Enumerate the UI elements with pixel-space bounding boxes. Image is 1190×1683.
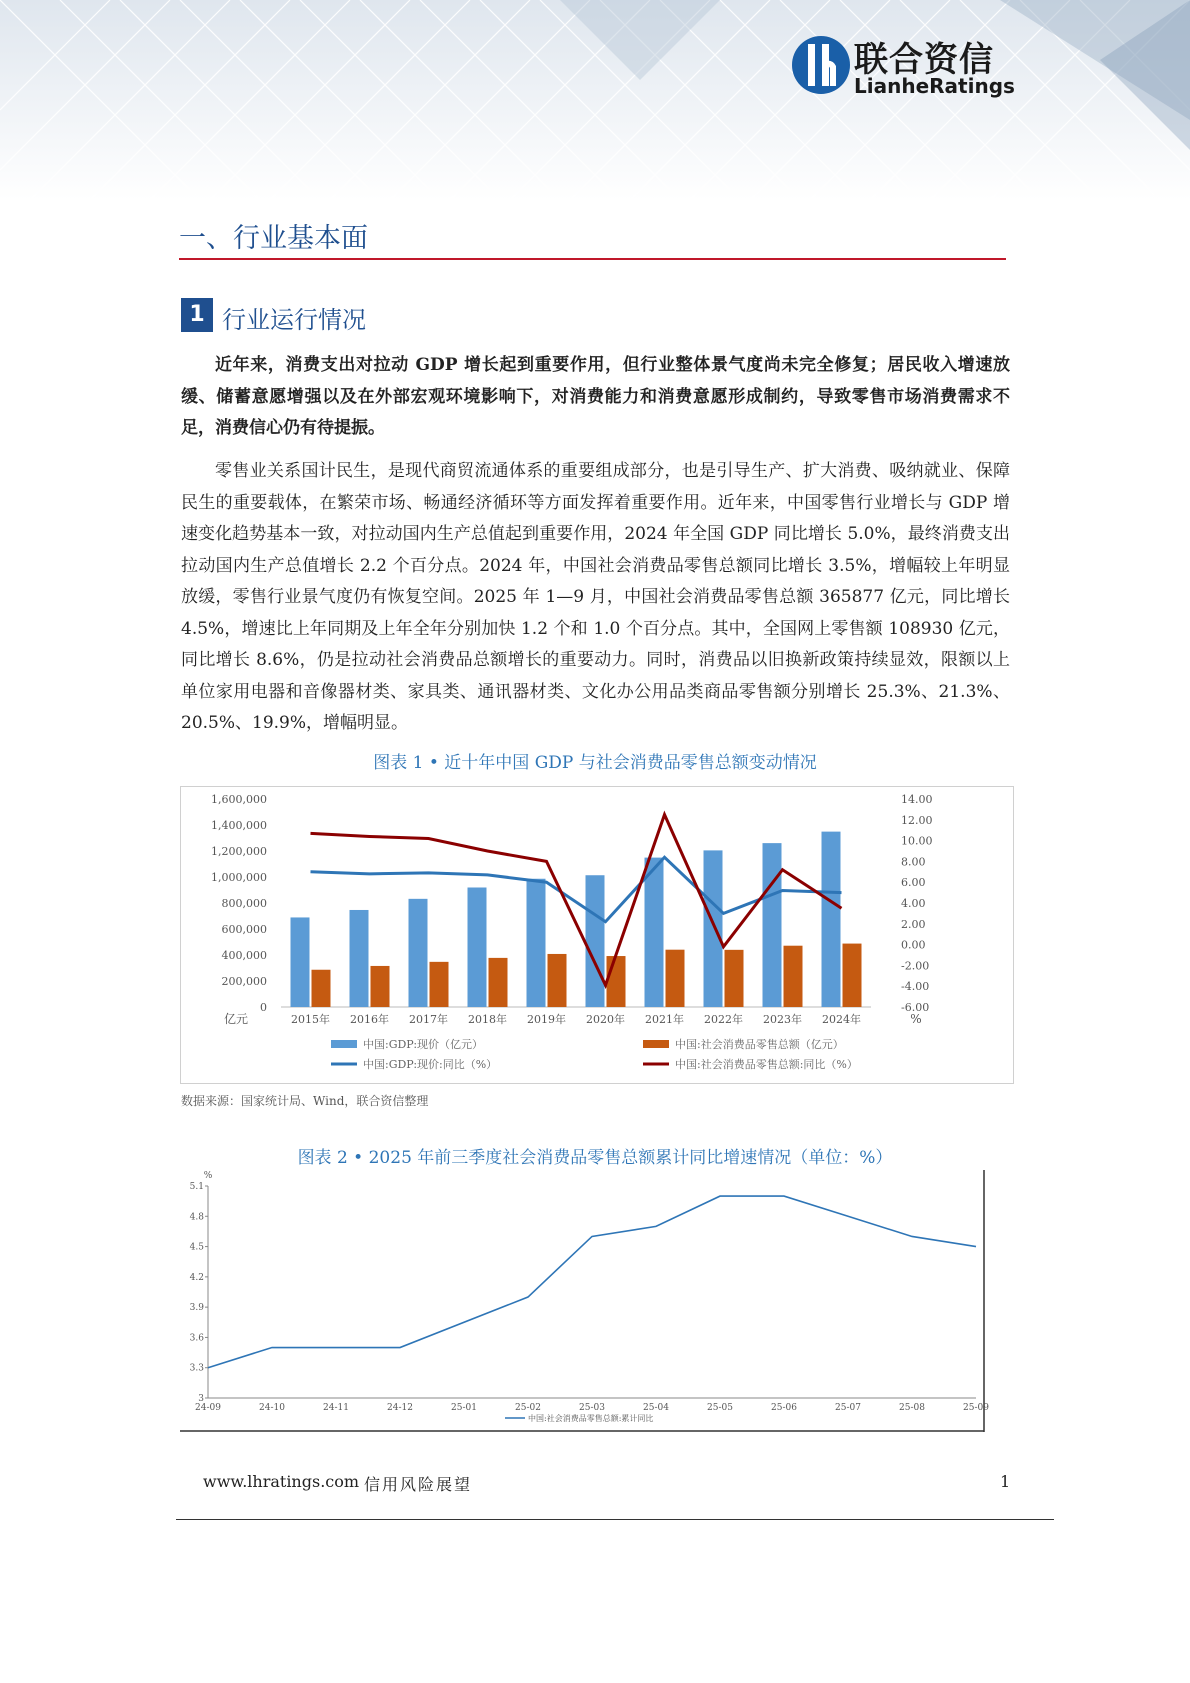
x-tick-label: 2023年 xyxy=(763,1013,802,1026)
subsection-title: 行业运行情况 xyxy=(222,306,366,334)
retail-bar xyxy=(666,950,685,1007)
legend-retail-bar-swatch xyxy=(643,1040,669,1048)
y-left-tick-label: 1,000,000 xyxy=(211,871,267,884)
x-tick-label: 2016年 xyxy=(350,1013,389,1026)
retail-cumulative-yoy-line xyxy=(208,1196,976,1368)
x-tick-label: 2024年 xyxy=(822,1013,861,1026)
x-tick-label: 2015年 xyxy=(291,1013,330,1026)
gdp-bar xyxy=(350,910,369,1007)
footer-divider xyxy=(176,1519,1054,1520)
x-tick-label: 25-09 xyxy=(963,1403,989,1413)
x-tick-label: 25-01 xyxy=(451,1403,477,1413)
section-title: 一、行业基本面 xyxy=(179,223,368,254)
y-left-tick-label: 1,400,000 xyxy=(211,819,267,832)
y-tick-label: 3.9 xyxy=(189,1303,204,1314)
retail-bar xyxy=(843,944,862,1007)
footer-url[interactable]: www.lhratings.com xyxy=(203,1472,360,1491)
x-tick-label: 24-09 xyxy=(195,1403,221,1413)
footer-tagline: 信用风险展望 xyxy=(364,1475,473,1494)
legend-gdp-yoy-label: 中国:GDP:现价:同比（%） xyxy=(363,1058,498,1071)
retail-bar xyxy=(548,954,567,1007)
figure2-chart xyxy=(180,1170,1010,1432)
brand-name-en: LianheRatings xyxy=(854,74,1015,98)
x-tick-label: 25-04 xyxy=(643,1403,669,1413)
gdp-bar xyxy=(645,858,664,1007)
gdp-bar xyxy=(822,832,841,1007)
y-tick-label: 4.2 xyxy=(189,1272,204,1283)
y-right-tick-label: -2.00 xyxy=(901,959,930,973)
gdp-yoy-line xyxy=(311,857,842,921)
y-left-tick-label: 0 xyxy=(260,1001,267,1014)
x-tick-label: 2018年 xyxy=(468,1013,507,1026)
y-tick-label: 3.6 xyxy=(189,1333,204,1344)
y-tick-label: 3.3 xyxy=(189,1363,204,1374)
legend-retail-bar-label: 中国:社会消费品零售总额（亿元） xyxy=(675,1038,844,1051)
figure1-title: 图表 1 • 近十年中国 GDP 与社会消费品零售总额变动情况 xyxy=(373,753,817,773)
legend-label: 中国:社会消费品零售总额:累计同比 xyxy=(528,1414,654,1423)
legend-retail-yoy-label: 中国:社会消费品零售总额:同比（%） xyxy=(675,1058,858,1071)
lianhe-logo-icon xyxy=(790,34,852,96)
y-right-tick-label: 8.00 xyxy=(901,855,926,869)
y-tick-label: 4.8 xyxy=(189,1212,204,1223)
x-tick-label: 25-05 xyxy=(707,1403,733,1413)
y-left-unit-label: 亿元 xyxy=(223,1012,249,1026)
x-tick-label: 25-02 xyxy=(515,1403,541,1413)
gdp-bar xyxy=(704,850,723,1007)
retail-bar xyxy=(430,962,449,1007)
y-right-tick-label: 6.00 xyxy=(901,876,926,890)
y-left-tick-label: 1,200,000 xyxy=(211,845,267,858)
y-tick-label: 5.1 xyxy=(189,1182,204,1192)
body-paragraph: 零售业关系国计民生，是现代商贸流通体系的重要组成部分，也是引导生产、扩大消费、吸纳就业、保障民生的重要载体，在繁荣市场、畅通经济循环等方面发挥着重要作用。近年来，中国零售行业增长与 GDP 增速变化趋势基本一致，对拉动国内生产总值起到重要作用，2024 年全国 GDP 同比增长 5.0%，最终消费支出拉动国内生产总值增长 2.2 个百分点。2024 年，中国社会消费品零售总额同比增长 3.5%，增幅较上年明显放缓，零售行业景气度仍有恢复空间。2025 年 1—9 月，中国社会消费品零售总额 365877 亿元，同比增长 4.5%，增速比上年同期及上年全年分别加快 1.2 个和 1.0 个百分点。其中，全国网上零售额 108930 亿元，同比增长 8.6%，仍是拉动社会消费品总额增长的重要动力。同时，消费品以旧换新政策持续显效，限额以上单位家用电器和音像器材类、家具类、通讯器材类、文化办公用品类商品零售额分别增长 25.3%、21.3%、20.5%、19.9%，增幅明显。 xyxy=(181,461,1010,733)
y-left-tick-label: 400,000 xyxy=(221,949,267,962)
page-number: 1 xyxy=(1000,1472,1011,1491)
y-right-unit-label: % xyxy=(910,1012,922,1026)
x-tick-label: 2022年 xyxy=(704,1013,743,1026)
x-tick-label: 25-03 xyxy=(579,1403,605,1413)
y-right-tick-label: 14.00 xyxy=(901,793,933,806)
figure1-chart-frame xyxy=(180,786,1014,1084)
gdp-bar xyxy=(409,899,428,1007)
y-tick-label: 4.5 xyxy=(189,1242,204,1253)
y-tick-label: 3 xyxy=(198,1394,204,1404)
y-right-tick-label: 0.00 xyxy=(901,938,926,952)
gdp-bar xyxy=(291,917,310,1007)
x-tick-label: 24-10 xyxy=(259,1403,285,1413)
x-tick-label: 25-07 xyxy=(835,1403,861,1413)
y-left-tick-label: 800,000 xyxy=(221,897,267,910)
gdp-bar xyxy=(763,843,782,1007)
retail-bar xyxy=(371,966,390,1007)
retail-bar xyxy=(607,956,626,1007)
y-left-tick-label: 600,000 xyxy=(221,923,267,936)
y-right-tick-label: 12.00 xyxy=(901,813,933,827)
retail-bar xyxy=(725,950,744,1007)
x-tick-label: 2019年 xyxy=(527,1013,566,1026)
y-right-tick-label: 4.00 xyxy=(901,897,926,910)
figure1-chart xyxy=(181,787,1013,1083)
figure2-title: 图表 2 • 2025 年前三季度社会消费品零售总额累计同比增速情况（单位：%） xyxy=(297,1148,893,1168)
brand-name-cn: 联合资信 xyxy=(854,40,994,80)
x-tick-label: 2017年 xyxy=(409,1013,448,1026)
y-left-tick-label: 1,600,000 xyxy=(211,793,267,806)
retail-bar xyxy=(784,946,803,1007)
figure1-source: 数据来源：国家统计局、Wind，联合资信整理 xyxy=(181,1094,429,1108)
y-right-tick-label: -6.00 xyxy=(901,1001,930,1014)
subsection-number: 1 xyxy=(181,298,213,332)
y-left-tick-label: 200,000 xyxy=(221,975,267,988)
x-tick-label: 25-08 xyxy=(899,1403,925,1413)
gdp-bar xyxy=(586,875,605,1007)
gdp-bar xyxy=(468,887,487,1007)
lead-paragraph: 近年来，消费支出对拉动 GDP 增长起到重要作用，但行业整体景气度尚未完全修复；居民收入增速放缓、储蓄意愿增强以及在外部宏观环境影响下，对消费能力和消费意愿形成制约，导致零售市场消费需求不足，消费信心仍有待提振。 xyxy=(181,355,1010,438)
x-tick-label: 2020年 xyxy=(586,1013,625,1026)
x-tick-label: 24-11 xyxy=(323,1403,349,1413)
legend-gdp-bar-swatch xyxy=(331,1040,357,1048)
retail-bar xyxy=(312,970,331,1007)
retail-bar xyxy=(489,958,508,1007)
y-right-tick-label: -4.00 xyxy=(901,980,930,994)
brand-logo xyxy=(790,32,1020,102)
x-tick-label: 24-12 xyxy=(387,1403,413,1413)
y-right-tick-label: 10.00 xyxy=(901,834,933,848)
y-unit-label: % xyxy=(203,1171,213,1181)
y-right-tick-label: 2.00 xyxy=(901,917,926,931)
legend-gdp-bar-label: 中国:GDP:现价（亿元） xyxy=(363,1038,484,1051)
x-tick-label: 2021年 xyxy=(645,1013,684,1026)
x-tick-label: 25-06 xyxy=(771,1403,797,1413)
section-divider xyxy=(179,258,1006,260)
gdp-bar xyxy=(527,879,546,1007)
